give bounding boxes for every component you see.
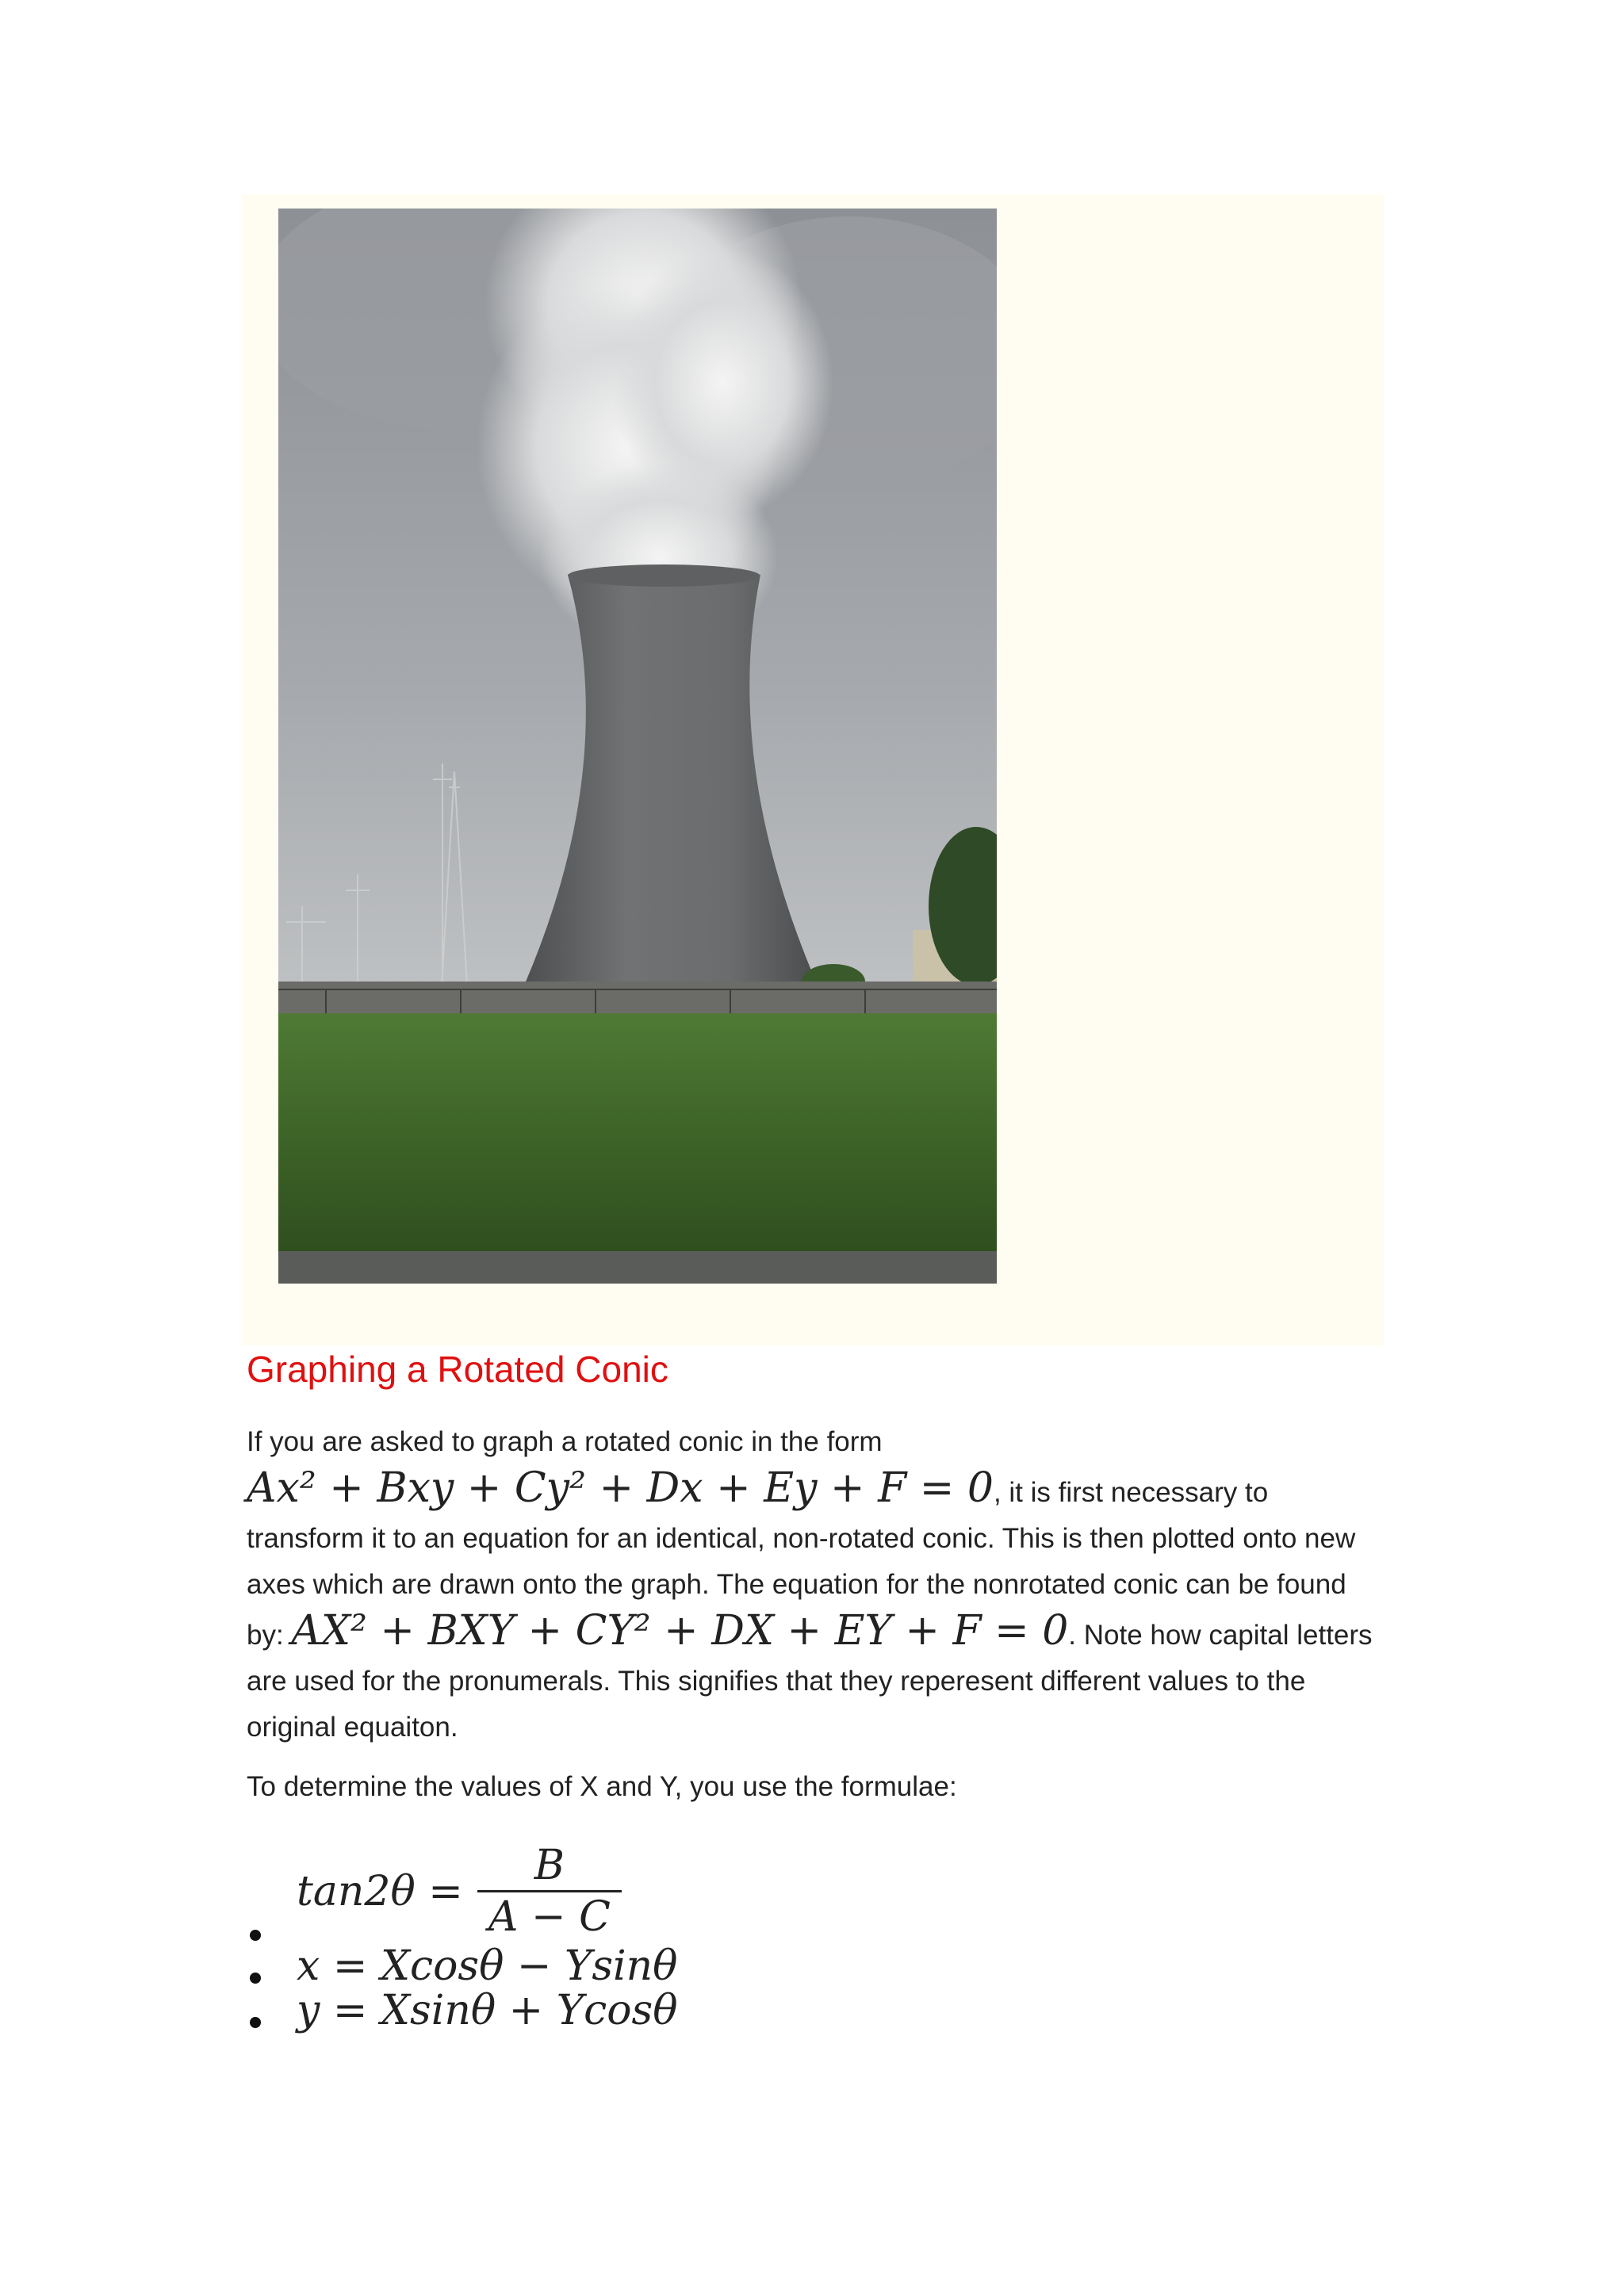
intro-paragraph xyxy=(247,1419,1388,1751)
formula-x-expression: x = Xcosθ − Ysinθ xyxy=(297,1942,678,1990)
formula-tan-2theta xyxy=(247,1823,678,1944)
cooling-tower-photo xyxy=(278,209,997,1284)
bullet-icon xyxy=(250,1973,261,1984)
bullet-icon xyxy=(250,1930,261,1941)
tan-formula-expression xyxy=(297,1841,622,1942)
intro-text-3: . Note how capital letters are used for the pronumerals. This signifies that they reperesent different values to the original equaiton. xyxy=(247,1620,1373,1743)
tan-formula-lhs: tan2θ = xyxy=(297,1867,463,1915)
formula-y-expression: y = Xsinθ + Ycosθ xyxy=(297,1987,678,2034)
nonrotated-conic-equation: AX² + BXY + CY² + DX + EY + F = 0 xyxy=(291,1607,1069,1655)
fraction-numerator: B xyxy=(534,1842,565,1889)
section-title: Graphing a Rotated Conic xyxy=(247,1349,668,1390)
formulae-intro: To determine the values of X and Y, you use the formulae: xyxy=(247,1771,957,1802)
formula-y xyxy=(247,1988,678,2033)
fraction-denominator: A − C xyxy=(488,1893,611,1941)
intro-text-1: If you are asked to graph a rotated conic in the form xyxy=(247,1426,883,1457)
fraction xyxy=(477,1841,622,1942)
intro-text-2: , it is first necessary to transform it to an equation for an identical, non-rotated conic. This is then plotted onto new axes which are drawn onto the graph. The equation for the nonrotated conic can be found by: xyxy=(247,1477,1356,1651)
formula-x xyxy=(247,1944,678,1988)
formula-list xyxy=(247,1823,678,2033)
image-panel xyxy=(242,194,1384,1345)
bullet-icon xyxy=(250,2017,261,2028)
general-conic-equation: Ax² + Bxy + Cy² + Dx + Ey + F = 0 xyxy=(247,1464,994,1512)
